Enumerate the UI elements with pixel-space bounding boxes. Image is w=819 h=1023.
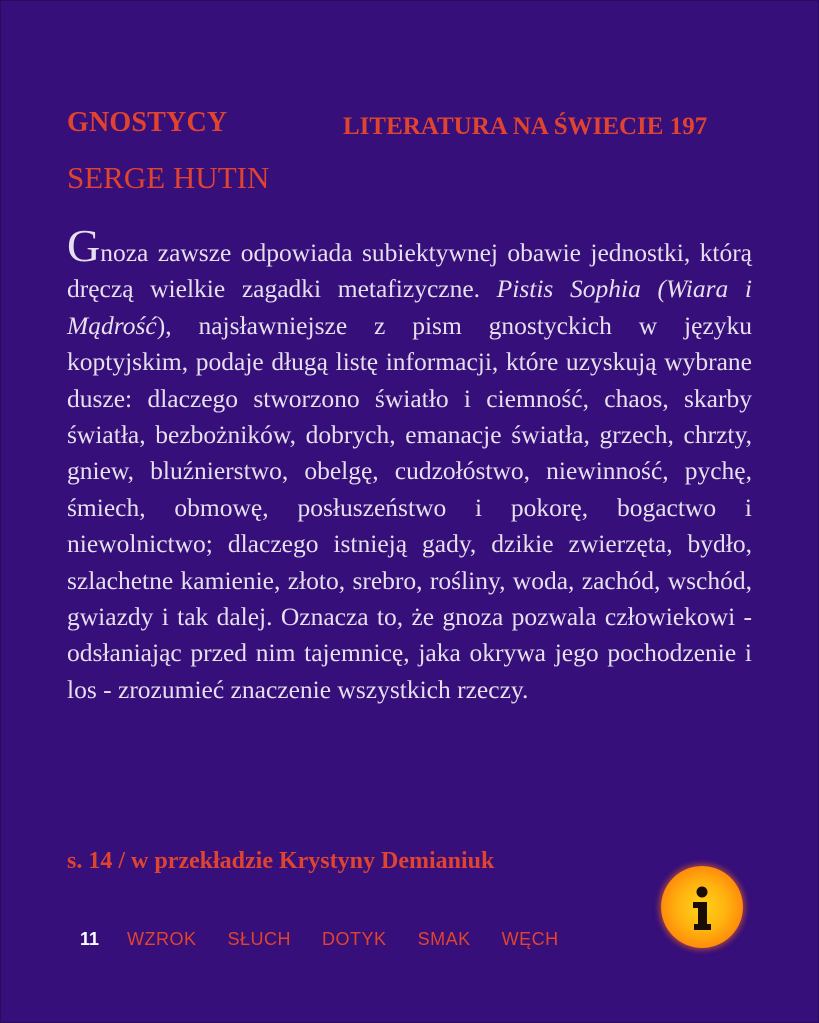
footer-nav bbox=[80, 929, 590, 950]
publication-title: LITERATURA NA ŚWIECIE 197 bbox=[343, 113, 708, 140]
body-text-part1: noza zawsze odpowiada subiektywnej obawie jednostki, którą dręczą wielkie zagadki metafizyczne. bbox=[67, 238, 752, 304]
article-title: GNOSTYCY bbox=[67, 107, 228, 138]
body-text-part2: ), najsławniejsze z pism gnostyckich w języku koptyjskim, podaje długą listę informacji, które uzyskują wybrane dusze: dlaczego stworzono światło i ciemność, chaos, skarby światła, bezbożników, dobrych, emanacje światła, grzech, chrzty, gniew, bluźnierstwo, obelgę, cudzołóstwo, niewinność, pychę, śmiech, obmowę, posłuszeństwo i pokorę, bogactwo i niewolnictwo; dlaczego istnieją gady, dzikie zwierzęta, bydło, szlachetne kamienie, złoto, srebro, rośliny, woda, zachód, wschód, gwiazdy i tak dalej. Oznacza to, że gnoza pozwala człowiekowi - odsłaniając przed nim tajemnicę, jaka okrywa jego pochodzenie i los - zrozumieć znaczenie wszystkich rzeczy. bbox=[67, 310, 752, 704]
nav-item-dotyk[interactable]: DOTYK bbox=[322, 929, 387, 949]
dropcap: G bbox=[67, 220, 101, 271]
nav-item-sluch[interactable]: SŁUCH bbox=[227, 929, 292, 949]
body-paragraph bbox=[67, 220, 752, 708]
info-icon bbox=[661, 866, 743, 948]
author-name: SERGE HUTIN bbox=[67, 160, 270, 195]
citation: s. 14 / w przekładzie Krystyny Demianiuk bbox=[67, 848, 495, 874]
nav-item-wzrok[interactable]: WZROK bbox=[127, 929, 197, 949]
book-title: Pistis Sophia (Wiara i Mądrość bbox=[67, 274, 752, 340]
info-button[interactable] bbox=[661, 866, 743, 948]
nav-item-wech[interactable]: WĘCH bbox=[501, 929, 559, 949]
page-number: 11 bbox=[80, 929, 100, 949]
nav-item-smak[interactable]: SMAK bbox=[417, 929, 471, 949]
